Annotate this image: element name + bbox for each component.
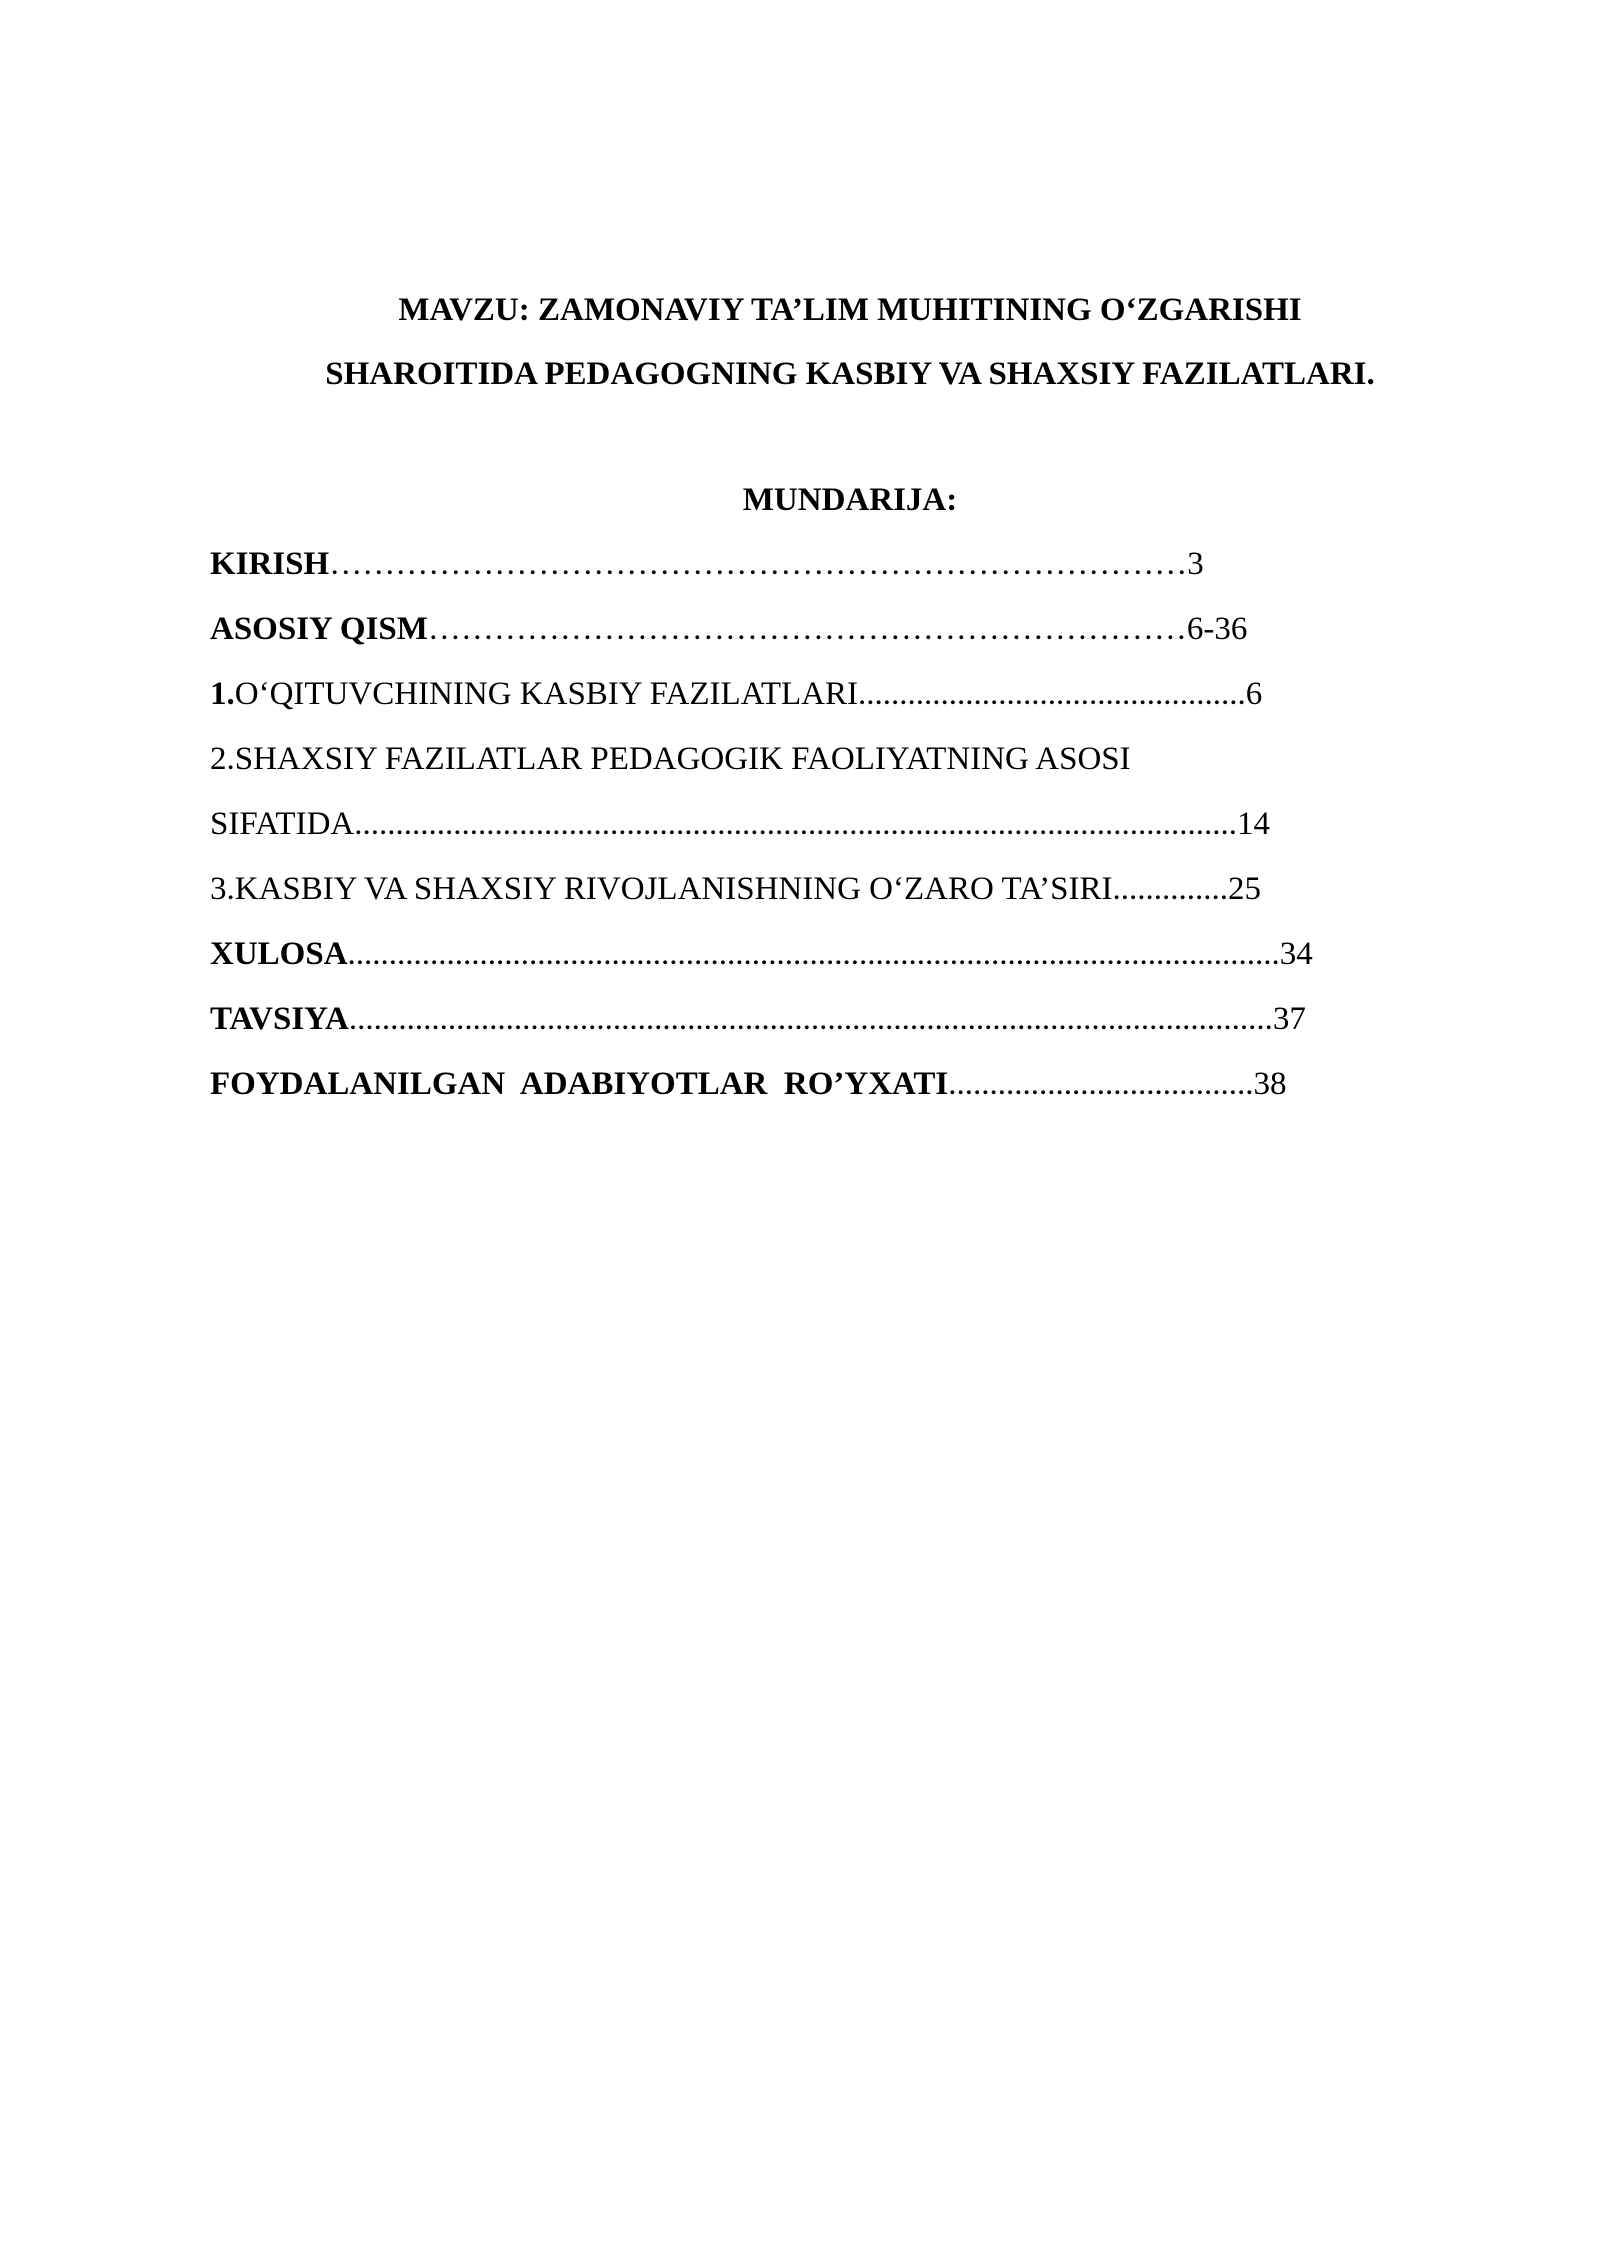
toc-entry-section-1 bbox=[210, 662, 1510, 727]
toc-entry-leader: ................................................................................................................. bbox=[347, 936, 1280, 972]
toc-entry-leader: …………………………………………………………………… bbox=[329, 546, 1188, 582]
toc-entry-label: XULOSA bbox=[210, 936, 348, 972]
toc-entry-section-2-line-2 bbox=[210, 792, 1510, 857]
toc-entry-label: ASOSIY QISM bbox=[210, 611, 428, 647]
table-of-contents bbox=[210, 532, 1510, 1117]
toc-entry-label: KIRISH bbox=[210, 546, 330, 582]
toc-entry-page: 38 bbox=[1253, 1066, 1287, 1102]
toc-entry-label: TAVSIYA bbox=[210, 1001, 349, 1037]
toc-entry-leader: ............................................... bbox=[858, 676, 1246, 712]
toc-entry-adabiyotlar bbox=[210, 1052, 1510, 1117]
toc-entry-label: 3.KASBIY VA SHAXSIY RIVOJLANISHNING O‘ZARO TA’SIRI bbox=[210, 871, 1113, 907]
toc-entry-section-3 bbox=[210, 857, 1510, 922]
toc-entry-asosiy-qism bbox=[210, 597, 1510, 662]
toc-entry-tavsiya bbox=[210, 987, 1510, 1052]
toc-entry-label: SIFATIDA bbox=[210, 806, 355, 842]
document-title bbox=[200, 278, 1500, 406]
toc-entry-page: 3 bbox=[1187, 546, 1204, 582]
toc-entry-leader: .............. bbox=[1112, 871, 1228, 907]
title-line-1: MAVZU: ZAMONAVIY TA’LIM MUHITINING O‘ZGARISHI bbox=[398, 292, 1302, 328]
toc-entry-kirish bbox=[210, 532, 1510, 597]
toc-entry-xulosa bbox=[210, 922, 1510, 987]
toc-entry-page: 6-36 bbox=[1186, 611, 1248, 647]
toc-entry-leader: …………………………………………………………… bbox=[427, 611, 1187, 647]
toc-entry-number: 1. bbox=[210, 676, 235, 712]
title-line-2: SHAROITIDA PEDAGOGNING KASBIY VA SHAXSIY FAZILATLARI. bbox=[325, 356, 1375, 392]
toc-entry-label: 2.SHAXSIY FAZILATLAR PEDAGOGIK FAOLIYATNING ASOSI bbox=[210, 741, 1131, 777]
toc-entry-label: O‘QITUVCHINING KASBIY FAZILATLARI bbox=[234, 676, 859, 712]
toc-entry-label: FOYDALANILGAN ADABIYOTLAR RO’YXATI bbox=[210, 1066, 949, 1102]
toc-entry-page: 37 bbox=[1272, 1001, 1306, 1037]
toc-heading: MUNDARIJA: bbox=[742, 482, 958, 518]
toc-entry-page: 25 bbox=[1227, 871, 1261, 907]
toc-entry-leader: ................................................................................................................ bbox=[348, 1001, 1273, 1037]
toc-entry-page: 14 bbox=[1236, 806, 1270, 842]
toc-entry-leader: ........................................................................................................... bbox=[354, 806, 1237, 842]
toc-entry-leader: ..................................... bbox=[948, 1066, 1254, 1102]
toc-entry-page: 6 bbox=[1245, 676, 1263, 712]
toc-entry-section-2-line-1 bbox=[210, 727, 1510, 792]
toc-entry-page: 34 bbox=[1279, 936, 1313, 972]
